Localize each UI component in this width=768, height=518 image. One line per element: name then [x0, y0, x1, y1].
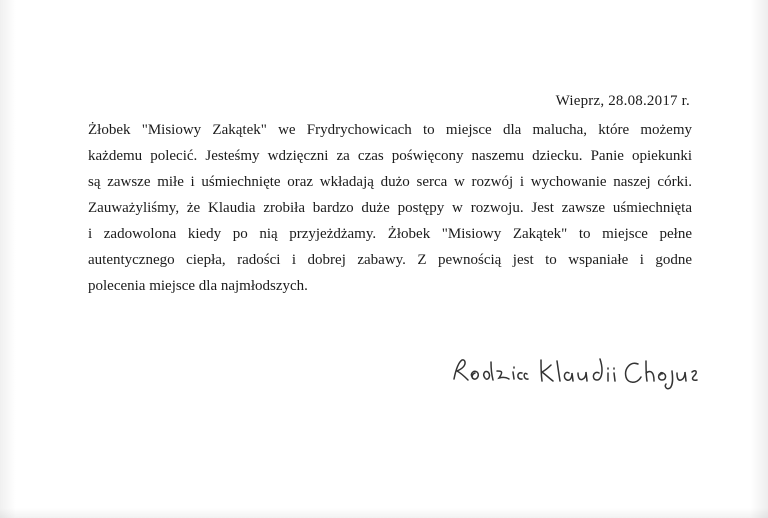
scan-edge-left: [0, 0, 16, 518]
letter-body-line-6: autentycznego ciepła, radości i dobrej zabawy. Z pewnością jest to wspaniałe i godne: [88, 252, 692, 268]
scan-edge-right: [750, 0, 768, 518]
handwritten-signature: [448, 351, 698, 391]
letter-body-line-4: Zauważyliśmy, że Klaudia zrobiła bardzo duże postępy w rozwoju. Jest zawsze uśmiechnięta: [88, 200, 692, 216]
letter-body-line-3: są zawsze miłe i uśmiechnięte oraz wkładają dużo serca w rozwój i wychowanie naszej córki.: [88, 174, 692, 190]
letter-body-line-5: i zadowolona kiedy po nią przyjeżdżamy. Żłobek "Misiowy Zakątek" to miejsce pełne: [88, 226, 692, 242]
letter-body-line-7: polecenia miejsce dla najmłodszych.: [88, 278, 308, 294]
letter-date: Wieprz, 28.08.2017 r.: [555, 93, 690, 109]
letter-body: [88, 117, 692, 299]
letter-body-line-2: każdemu polecić. Jesteśmy wdzięczni za czas poświęcony naszemu dziecku. Panie opiekunki: [88, 148, 692, 164]
letter-body-line-1: Żłobek "Misiowy Zakątek" we Frydrychowicach to miejsce dla malucha, które możemy: [88, 122, 692, 138]
scan-edge-bottom: [0, 508, 768, 518]
